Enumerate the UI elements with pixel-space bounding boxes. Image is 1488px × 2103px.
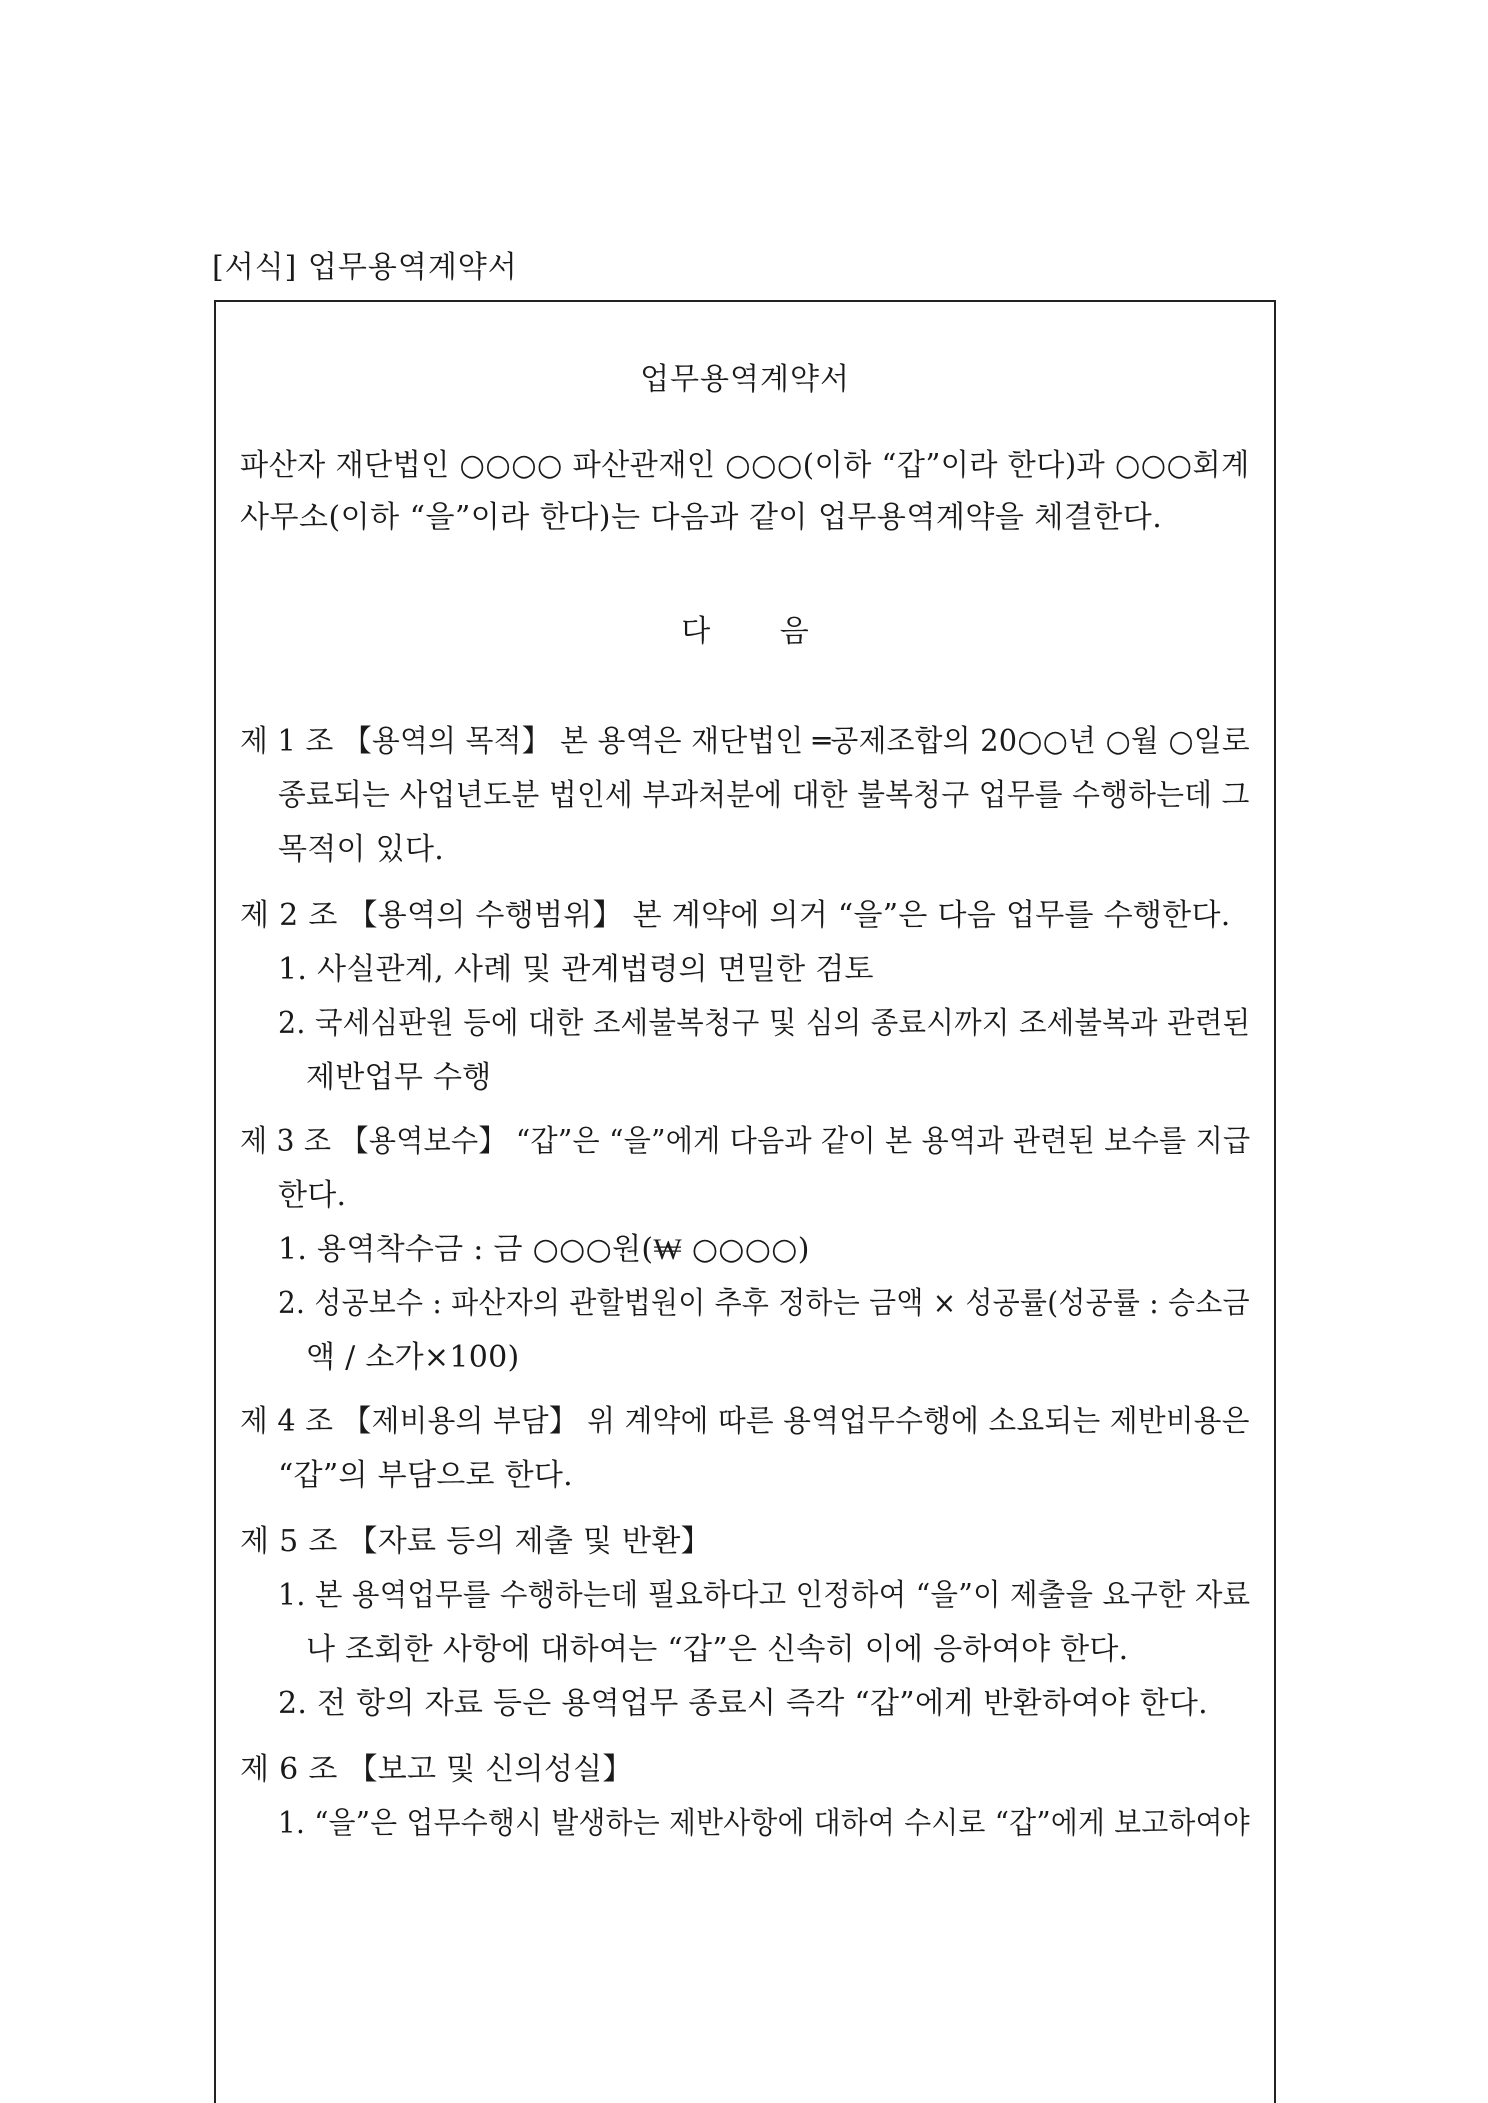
article-5-heading: 제 5 조 【자료 등의 제출 및 반환】 xyxy=(240,1524,711,1559)
article-2-item-2-cont: 제반업무 수행 xyxy=(306,1060,492,1095)
article-1-heading: 제 1 조 【용역의 목적】 본 용역은 재단법인 ═공제조합의 20○○년 ○월 ○일로 xyxy=(240,724,1250,759)
article-2-item-2: 2. 국세심판원 등에 대한 조세불복청구 및 심의 종료시까지 조세불복과 관련된 xyxy=(278,1006,1251,1041)
article-3-text: 한다. xyxy=(278,1178,347,1213)
separator-heading: 다 음 xyxy=(681,614,809,649)
article-3-item-2: 2. 성공보수 : 파산자의 관할법원이 추후 정하는 금액 × 성공률(성공률 : 승소금 xyxy=(278,1286,1250,1321)
article-1-text: 종료되는 사업년도분 법인세 부과처분에 대한 불복청구 업무를 수행하는데 그 xyxy=(278,778,1250,813)
article-2-heading: 제 2 조 【용역의 수행범위】 본 계약에 의거 “을”은 다음 업무를 수행한다. xyxy=(240,898,1231,933)
article-1-text: 목적이 있다. xyxy=(278,832,445,867)
article-6-item-1: 1. “을”은 업무수행시 발생하는 제반사항에 대하여 수시로 “갑”에게 보고하여야 xyxy=(278,1806,1250,1841)
article-5-item-1: 1. 본 용역업무를 수행하는데 필요하다고 인정하여 “을”이 제출을 요구한 자료 xyxy=(278,1578,1251,1613)
intro-line: 파산자 재단법인 ○○○○ 파산관재인 ○○○(이하 “갑”이라 한다)과 ○○○회계 xyxy=(240,448,1250,483)
document-title: 업무용역계약서 xyxy=(640,362,850,397)
article-3-heading: 제 3 조 【용역보수】 “갑”은 “을”에게 다음과 같이 본 용역과 관련된 보수를 지급 xyxy=(240,1124,1251,1159)
contract-frame xyxy=(214,300,1276,2103)
intro-paragraph xyxy=(240,440,1250,544)
article-5-item-1-cont: 나 조회한 사항에 대하여는 “갑”은 신속히 이에 응하여야 한다. xyxy=(306,1632,1129,1667)
article-6-heading: 제 6 조 【보고 및 신의성실】 xyxy=(240,1752,633,1787)
intro-line: 사무소(이하 “을”이라 한다)는 다음과 같이 업무용역계약을 체결한다. xyxy=(240,500,1163,535)
article-2-item-1: 1. 사실관계, 사례 및 관계법령의 면밀한 검토 xyxy=(278,952,874,987)
article-4-text: “갑”의 부담으로 한다. xyxy=(278,1458,574,1493)
form-label: [서식] 업무용역계약서 xyxy=(212,250,518,285)
article-3-item-2-cont: 액 / 소가×100) xyxy=(306,1340,520,1375)
article-5-item-2: 2. 전 항의 자료 등은 용역업무 종료시 즉각 “갑”에게 반환하여야 한다. xyxy=(278,1686,1208,1721)
article-3-item-1: 1. 용역착수금 : 금 ○○○원(₩ ○○○○) xyxy=(278,1232,810,1267)
article-4-heading: 제 4 조 【제비용의 부담】 위 계약에 따른 용역업무수행에 소요되는 제반비용은 xyxy=(240,1404,1250,1439)
